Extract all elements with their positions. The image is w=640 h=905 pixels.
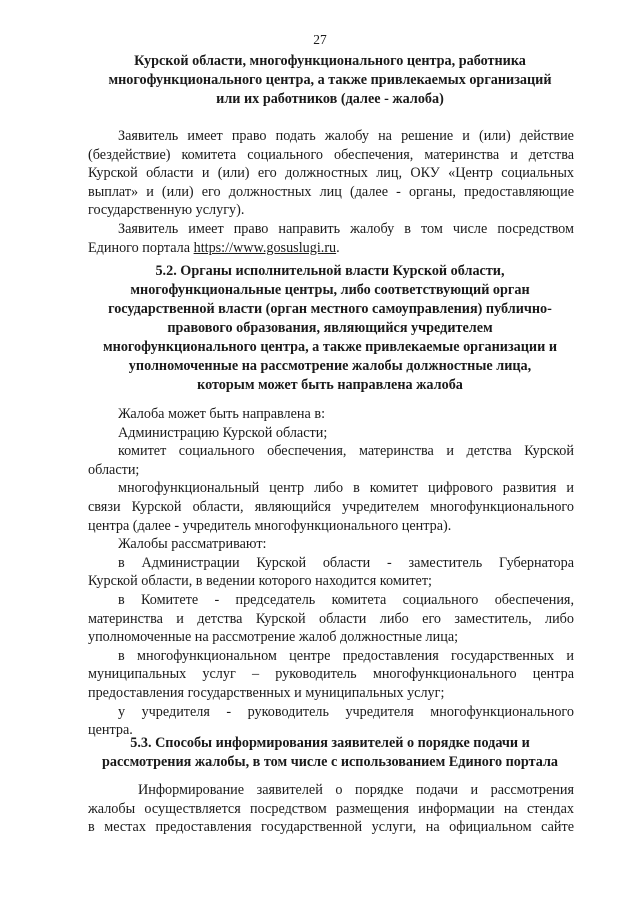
text-line: Заявитель имеет право направить жалобу в том числе посредством xyxy=(118,220,574,237)
gosuslugi-link[interactable]: https://www.gosuslugi.ru xyxy=(193,239,337,256)
heading-line: многофункциональные центры, либо соответствующий орган xyxy=(130,282,530,298)
text-line: (бездействие) комитета социального обеспечения, материнства и детства xyxy=(88,146,574,163)
portal-prefix: Единого портала xyxy=(88,239,194,256)
heading-line: или их работников (далее - жалоба) xyxy=(216,91,444,107)
text-line: у учредителя - руководитель учредителя многофункционального xyxy=(118,703,574,720)
text-line: центра (далее - учредитель многофункционального центра). xyxy=(88,517,452,534)
text-line: выплат» и (или) его должностных лиц (далее - органы, предоставляющие xyxy=(88,183,574,200)
heading-line: государственной власти (орган местного самоуправления) публично- xyxy=(108,301,552,317)
text-line: Курской области и (или) его должностных лиц, ОКУ «Центр социальных xyxy=(88,165,574,182)
paragraph-informing xyxy=(88,781,574,837)
text-line: в многофункциональном центре предоставления государственных и xyxy=(118,647,574,664)
heading-line: правового образования, являющийся учредителем xyxy=(167,320,493,336)
text-line: связи Курской области, являющийся учредителем многофункционального xyxy=(88,498,574,515)
heading-line: Курской области, многофункционального центра, работника xyxy=(134,53,526,69)
text-line: жалобы осуществляется посредством размещения информации на стендах xyxy=(88,800,574,817)
text-line: Информирование заявителей о порядке подачи и рассмотрения xyxy=(138,782,574,798)
heading-line: 5.2. Органы исполнительной власти Курской области, xyxy=(155,263,505,279)
text-line: муниципальных услуг – руководитель многофункционального центра xyxy=(88,666,574,683)
text-line: материнства и детства Курской области либо его заместитель, либо xyxy=(88,610,574,627)
text-line: комитет социального обеспечения, материнства и детства Курской xyxy=(118,443,574,460)
text-line: Курской области, в ведении которого находится комитет; xyxy=(88,573,432,590)
text-line: Жалобы рассматривают: xyxy=(118,536,267,553)
section-heading-continuation xyxy=(80,52,580,109)
text-line: в Администрации Курской области - заместитель Губернатора xyxy=(118,554,574,571)
section-heading-5-2 xyxy=(70,262,590,395)
heading-line: многофункционального центра, а также привлекаемых организаций xyxy=(108,72,552,88)
heading-line: многофункционального центра, а также привлекаемые организации и xyxy=(103,339,557,355)
text-line: Администрацию Курской области; xyxy=(118,424,328,441)
portal-suffix: . xyxy=(336,239,340,256)
heading-line: уполномоченные на рассмотрение жалобы должностные лица, xyxy=(128,358,532,374)
paragraph-right-to-complain xyxy=(88,127,574,257)
text-line: уполномоченные на рассмотрение жалоб должностные лица; xyxy=(88,629,459,646)
section-heading-5-3 xyxy=(70,734,590,772)
text-line: в местах предоставления государственной услуги, на официальном сайте xyxy=(88,819,574,836)
text-line: предоставления государственных и муниципальных услуг; xyxy=(88,684,445,701)
text-line: многофункциональный центр либо в комитет цифрового развития и xyxy=(118,480,574,497)
text-line: Заявитель имеет право подать жалобу на решение и (или) действие xyxy=(118,128,574,144)
text-line: в Комитете - председатель комитета социального обеспечения, xyxy=(118,591,574,608)
text-line: центра. xyxy=(88,722,133,739)
heading-line: 5.3. Способы информирования заявителей о порядке подачи и xyxy=(130,735,530,751)
text-line: Жалоба может быть направлена в: xyxy=(118,406,326,422)
text-line: области; xyxy=(88,461,140,478)
paragraph-where-to-complain xyxy=(88,405,574,740)
text-line: государственную услугу). xyxy=(88,202,245,219)
portal-line xyxy=(88,239,574,258)
page-number: 27 xyxy=(313,32,327,47)
heading-line: которым может быть направлена жалоба xyxy=(197,377,463,393)
heading-line: рассмотрения жалобы, в том числе с использованием Единого портала xyxy=(101,754,558,770)
